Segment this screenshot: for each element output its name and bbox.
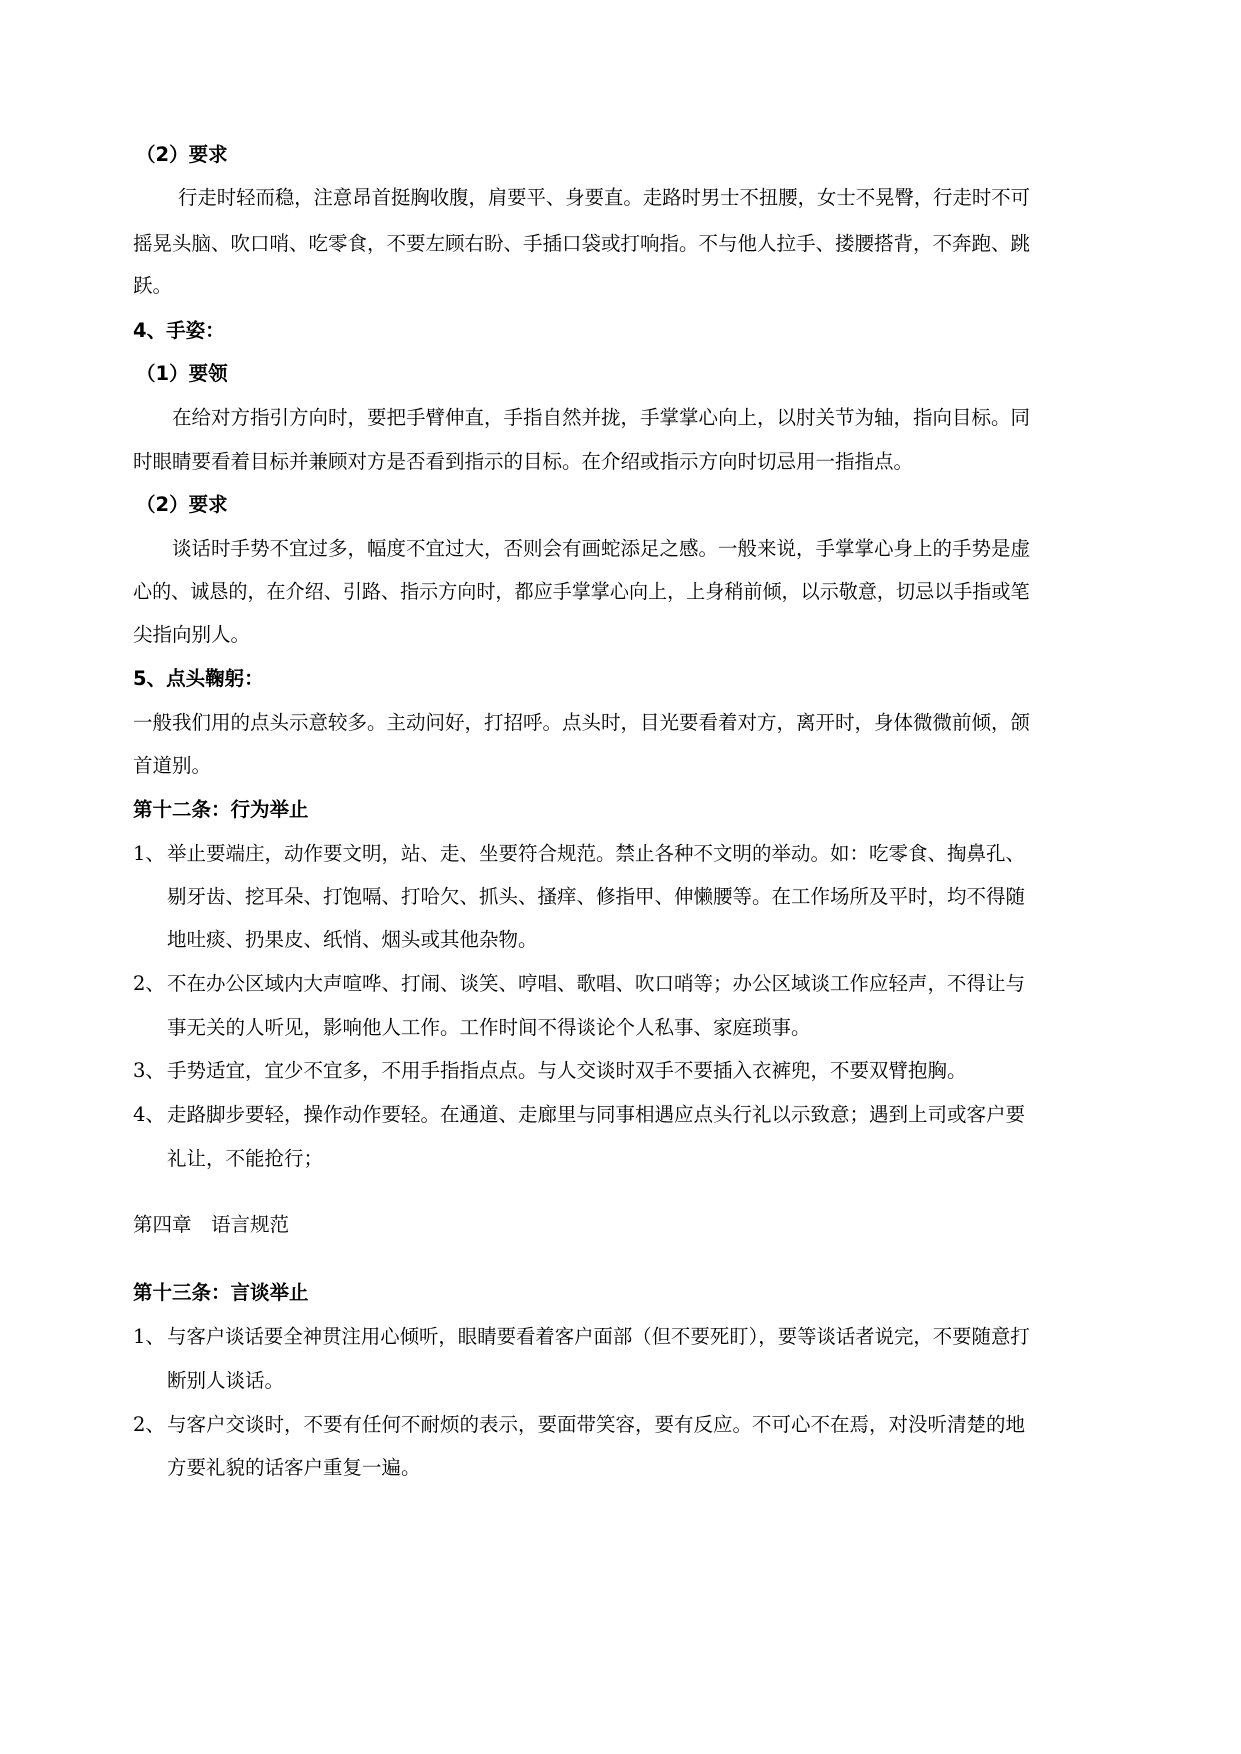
paragraph-line: 尖指向别人。 — [133, 623, 251, 646]
paragraph-line: 时眼睛要看着目标并兼顾对方是否看到指示的目标。在介绍或指示方向时切忌用一指指点。 — [133, 450, 914, 473]
list-item-line: 地吐痰、扔果皮、纸悄、烟头或其他杂物。 — [167, 928, 538, 951]
section-heading-hand-posture: 4、手姿： — [133, 319, 225, 342]
list-item-number: 3、 — [133, 1059, 165, 1082]
subsection-heading-requirements: （2）要求 — [136, 493, 228, 516]
list-item-number: 1、 — [133, 842, 165, 865]
list-item-line: 与客户交谈时，不要有任何不耐烦的表示，要面带笑容，要有反应。不可心不在焉，对没听清楚的地 — [167, 1413, 1026, 1436]
paragraph-line: 在给对方指引方向时，要把手臂伸直，手指自然并拢，手掌掌心向上，以肘关节为轴，指向目标。同 — [172, 406, 1031, 429]
list-item-line: 与客户谈话要全神贯注用心倾听，眼睛要看着客户面部（但不要死盯），要等谈话者说完，不要随意打 — [167, 1325, 1030, 1348]
chapter-heading-4: 第四章 语言规范 — [133, 1213, 290, 1236]
paragraph-line: 一般我们用的点头示意较多。主动问好，打招呼。点头时，目光要看着对方，离开时，身体微微前倾，颌 — [133, 711, 1031, 734]
list-item-number: 2、 — [133, 1413, 165, 1436]
paragraph-line: 心的、诚恳的，在介绍、引路、指示方向时，都应手掌掌心向上，上身稍前倾，以示敬意，切忌以手指或笔 — [133, 580, 1030, 603]
paragraph-line: 跃。 — [133, 274, 173, 297]
list-item-line: 礼让，不能抢行； — [167, 1147, 324, 1170]
paragraph-line: 行走时轻而稳，注意昂首挺胸收腹，肩要平、身要直。走路时男士不扭腰，女士不晃臀，行走时不可 — [178, 186, 1031, 209]
list-item-number: 2、 — [133, 972, 165, 995]
list-item-line: 方要礼貌的话客户重复一遍。 — [167, 1456, 421, 1479]
list-item-line: 手势适宜，宜少不宜多，不用手指指点点。与人交谈时双手不要插入衣裤兜，不要双臂抱胸。 — [167, 1059, 967, 1082]
article-heading-13: 第十三条：言谈举止 — [133, 1281, 309, 1304]
paragraph-line: 首道别。 — [133, 754, 212, 777]
list-item-line: 不在办公区域内大声喧哗、打闹、谈笑、哼唱、歌唱、吹口哨等；办公区域谈工作应轻声，不得让与 — [167, 972, 1026, 995]
list-item-line: 走路脚步要轻，操作动作要轻。在通道、走廊里与同事相遇应点头行礼以示致意；遇到上司或客户要 — [167, 1103, 1026, 1126]
article-heading-12: 第十二条：行为举止 — [133, 798, 309, 821]
list-item-line: 事无关的人听见，影响他人工作。工作时间不得谈论个人私事、家庭琐事。 — [167, 1016, 811, 1039]
list-item-number: 4、 — [133, 1103, 165, 1126]
list-item-line: 举止要端庄，动作要文明，站、走、坐要符合规范。禁止各种不文明的举动。如：吃零食、掏鼻孔、 — [167, 842, 1026, 865]
section-heading-requirements: （2）要求 — [136, 143, 228, 166]
list-item-line: 剔牙齿、挖耳朵、打饱嗝、打哈欠、抓头、搔痒、修指甲、伸懒腰等。在工作场所及平时，均不得随 — [167, 885, 1026, 908]
paragraph-line: 谈话时手势不宜过多，幅度不宜过大，否则会有画蛇添足之感。一般来说，手掌掌心身上的手势是虚 — [172, 537, 1031, 560]
section-heading-nod-bow: 5、点头鞠躬： — [133, 667, 264, 690]
subsection-heading-essentials: （1）要领 — [136, 362, 228, 385]
list-item-line: 断别人谈话。 — [167, 1369, 285, 1392]
list-item-number: 1、 — [133, 1325, 165, 1348]
paragraph-line: 摇晃头脑、吹口哨、吃零食，不要左顾右盼、手插口袋或打响指。不与他人拉手、搂腰搭背，不奔跑、跳 — [133, 232, 1031, 255]
